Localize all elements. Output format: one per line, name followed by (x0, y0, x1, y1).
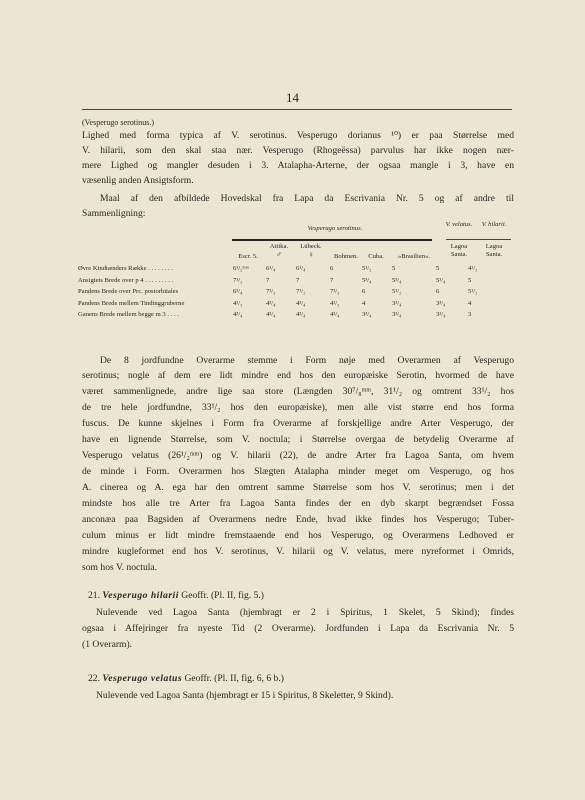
table-cell: 3³/₄ (436, 299, 446, 307)
table-hilarii-header: V. hilarii. (481, 221, 507, 228)
table-cell: 4³/₄ (296, 299, 306, 307)
table-cell: 4¹/₂ (468, 265, 478, 273)
table-cell: 7 (330, 276, 334, 284)
table-cell: 6³/₄ (233, 288, 243, 296)
table-cell: 3³/₄ (436, 311, 446, 319)
page-number: 14 (286, 90, 299, 105)
table-cell: 6¹/₄ (266, 265, 276, 273)
para1-line: Lighed med forma typica af V. serotinus. Vesperugo dorianus ¹⁰) er paa Størrelse med (82, 130, 514, 141)
para3-line: de minde i Form. Overarmen hos Slægten Atalapha minder meget om Vesperugo, og hos (82, 466, 514, 477)
table-cell: 7¹/₂ (266, 288, 276, 296)
male-icon: ♂ (276, 250, 282, 259)
para3-line: Vesperugo velatus (26¹/₂ᵐᵐ) og V. hilarii (22), de andre Arter fra Lagoa Santa, om hvem (82, 450, 514, 461)
measurement-table (78, 263, 498, 321)
para3-line: De 8 jordfundne Overarme stemme i Form nøje med Overarmen af Vesperugo (100, 355, 514, 366)
col-lagoa-hilarii: Lagoa Santa. (485, 243, 503, 258)
entry-number: 22. (88, 673, 100, 684)
col-cuba: Cuba. (368, 253, 384, 260)
row-label: Pandens Brede over Prc. postorbitales (78, 288, 179, 296)
species-author: Geoffr. (Pl. II, fig. 5.) (181, 590, 264, 601)
para2-line: Sammenligning: (82, 208, 146, 219)
para3-line: culum minus er lidt mindre fremstaaende end hos Vesperugo, og Overarmens Ledhoved er (82, 530, 514, 541)
table-cell: 6 (436, 288, 440, 296)
entry-number: 21. (88, 590, 100, 601)
table-row (78, 263, 498, 275)
col-lubeck: Lübeck. ♀ (294, 243, 328, 259)
entry-21-line: Nulevende ved Lagoa Santa (hjembragt er 2 i Spiritus, 1 Skelet, 5 Skind); findes (96, 607, 514, 618)
table-cell: 4¹/₂ (233, 299, 243, 307)
para2-line: Maal af den afbildede Hovedskal fra Lapa da Escrivania Nr. 5 og af andre til (100, 193, 514, 204)
table-cell: 4³/₄ (296, 311, 306, 319)
table-cell: 5¹/₂ (362, 265, 372, 273)
table-cell: 4 (468, 299, 472, 307)
table-cell: 4³/₄ (330, 311, 340, 319)
col-attika: Attika. ♂ (264, 243, 294, 259)
para1-line: V. hilarii, som den skal staa nær. Vesperugo (Rhogeëssa) parvulus har ikke nogen nær- (82, 145, 514, 156)
row-label: Ansigtets Brede over p 4 . . . . . . . . . (78, 276, 174, 284)
entry-22-heading (88, 673, 514, 685)
table-cell: 5³/₄ (362, 276, 372, 284)
table-row (78, 286, 498, 298)
para1-line: mere Lighed og mangler desuden i 3. Atalapha-Arterne, der ogsaa mangle i 3, have en (82, 160, 514, 171)
para3-line: anconæa paa Bagsiden af Overarmens nedre Ende, hvad ikke findes hos Vesperugo; Tuber- (82, 514, 514, 525)
table-group-header: Vesperugo serotinus. (307, 225, 363, 232)
table-row (78, 275, 498, 287)
para3-line: mindre kugleformet end hos V. serotinus, V. hilarii og V. velatus, mere nyreformet i Omrids, (82, 546, 514, 557)
table-cell: 6 (362, 288, 366, 296)
para3-line: de tre hele jordfundne, 33¹/₂ hos den europæiske), men alle vist større end hos forma (82, 402, 514, 413)
entry-21-line: ogsaa i Affejringer fra nyeste Tid (2 Overarme). Jordfunden i Lapa da Escrivania Nr. 5 (82, 623, 514, 634)
table-cell: 5 (468, 276, 472, 284)
table-cell: 5¹/₂ (392, 288, 402, 296)
entry-21-heading (88, 590, 514, 602)
row-label: Pandens Brede mellem Tindinggruberne (78, 299, 185, 307)
entry-22-line: Nulevende ved Lagoa Santa (hjembragt er 15 i Spiritus, 8 Skeletter, 9 Skind). (96, 690, 394, 701)
table-cell: 4³/₄ (266, 299, 276, 307)
female-icon: ♀ (308, 250, 314, 259)
table-cell: 7 (266, 276, 270, 284)
table-cell: 4³/₄ (266, 311, 276, 319)
table-cell: 3³/₄ (392, 299, 402, 307)
col-bohmen: Bohmen. (334, 253, 358, 260)
running-head: (Vesperugo serotinus.) (82, 118, 154, 127)
col-escr: Escr. 5. (238, 253, 258, 260)
table-cell: 7¹/₂ (233, 276, 243, 284)
table-cell: 4³/₄ (233, 311, 243, 319)
para3-line: som hos V. noctula. (82, 562, 158, 573)
row-label: Ganens Brede mellem begge m 3 . . . . (78, 311, 179, 319)
col-lagoa-velatus: Lagoa Santa. (450, 243, 468, 258)
para3-line: have en lignende Størrelse, som V. noctula; i Størrelse overgaa de betydelig Overarme af (82, 434, 514, 445)
para1-line: væsenlig anden Ansigtsform. (82, 175, 194, 186)
para3-line: fuscus. De kunne skjelnes i Form fra Overarme af forskjellige andre Arter Vesperugo, der (82, 418, 514, 429)
para3-line: mindste hos alle tre Arter fra Lagoa Santa findes der en dyb skarpt begrændset Fossa (82, 498, 514, 509)
table-cell: 3³/₄ (392, 311, 402, 319)
table-cell: 5¹/₂ (468, 288, 478, 296)
entry-21-line: (1 Overarm). (82, 639, 133, 650)
table-cell: 5³/₄ (436, 276, 446, 284)
table-cell: 7 (296, 276, 300, 284)
table-cell: 6¹/₄ (296, 265, 306, 273)
group-rule (232, 239, 432, 241)
table-cell: 5 (436, 265, 440, 273)
para3-line: været sammenlignede, andre lige saa store (Længden 30⁷/₈ᵐᵐ, 31¹/₂ og omtrent 33¹/₂ hos (82, 386, 514, 397)
table-row (78, 298, 498, 310)
table-cell: 6 (330, 265, 334, 273)
table-cell: 4¹/₂ (330, 299, 340, 307)
species-author: Geoffr. (Pl. II, fig. 6, 6 b.) (184, 673, 284, 684)
table-cell: 4 (362, 299, 366, 307)
table-cell: 3 (468, 311, 472, 319)
table-cell: 5 (392, 265, 396, 273)
row-label: Øvre Kindtænders Række . . . . . . . . (78, 265, 173, 273)
table-cell: 5³/₄ (392, 276, 402, 284)
table-row (78, 309, 498, 321)
species-name: Vesperugo velatus (102, 673, 183, 684)
col-brasilien: »Brasilien«. (397, 253, 431, 260)
lagoa-rule (446, 239, 511, 240)
para3-line: serotinus; nogle af dem ere lidt mindre end hos den europæiske Serotin, hvormed de have (82, 370, 514, 381)
table-velatus-header: V. velatus. (445, 221, 473, 228)
table-cell: 7¹/₂ (296, 288, 306, 296)
para3-line: A. cinerea og A. ega har den omtrent samme Størrelse som hos V. serotinus; men i det (82, 482, 514, 493)
table-cell: 7¹/₂ (330, 288, 340, 296)
header-rule (82, 109, 512, 110)
species-name: Vesperugo hilarii (102, 590, 179, 601)
table-cell: 3³/₄ (362, 311, 372, 319)
table-cell: 6¹/₂ᵐᵐ (233, 265, 249, 273)
